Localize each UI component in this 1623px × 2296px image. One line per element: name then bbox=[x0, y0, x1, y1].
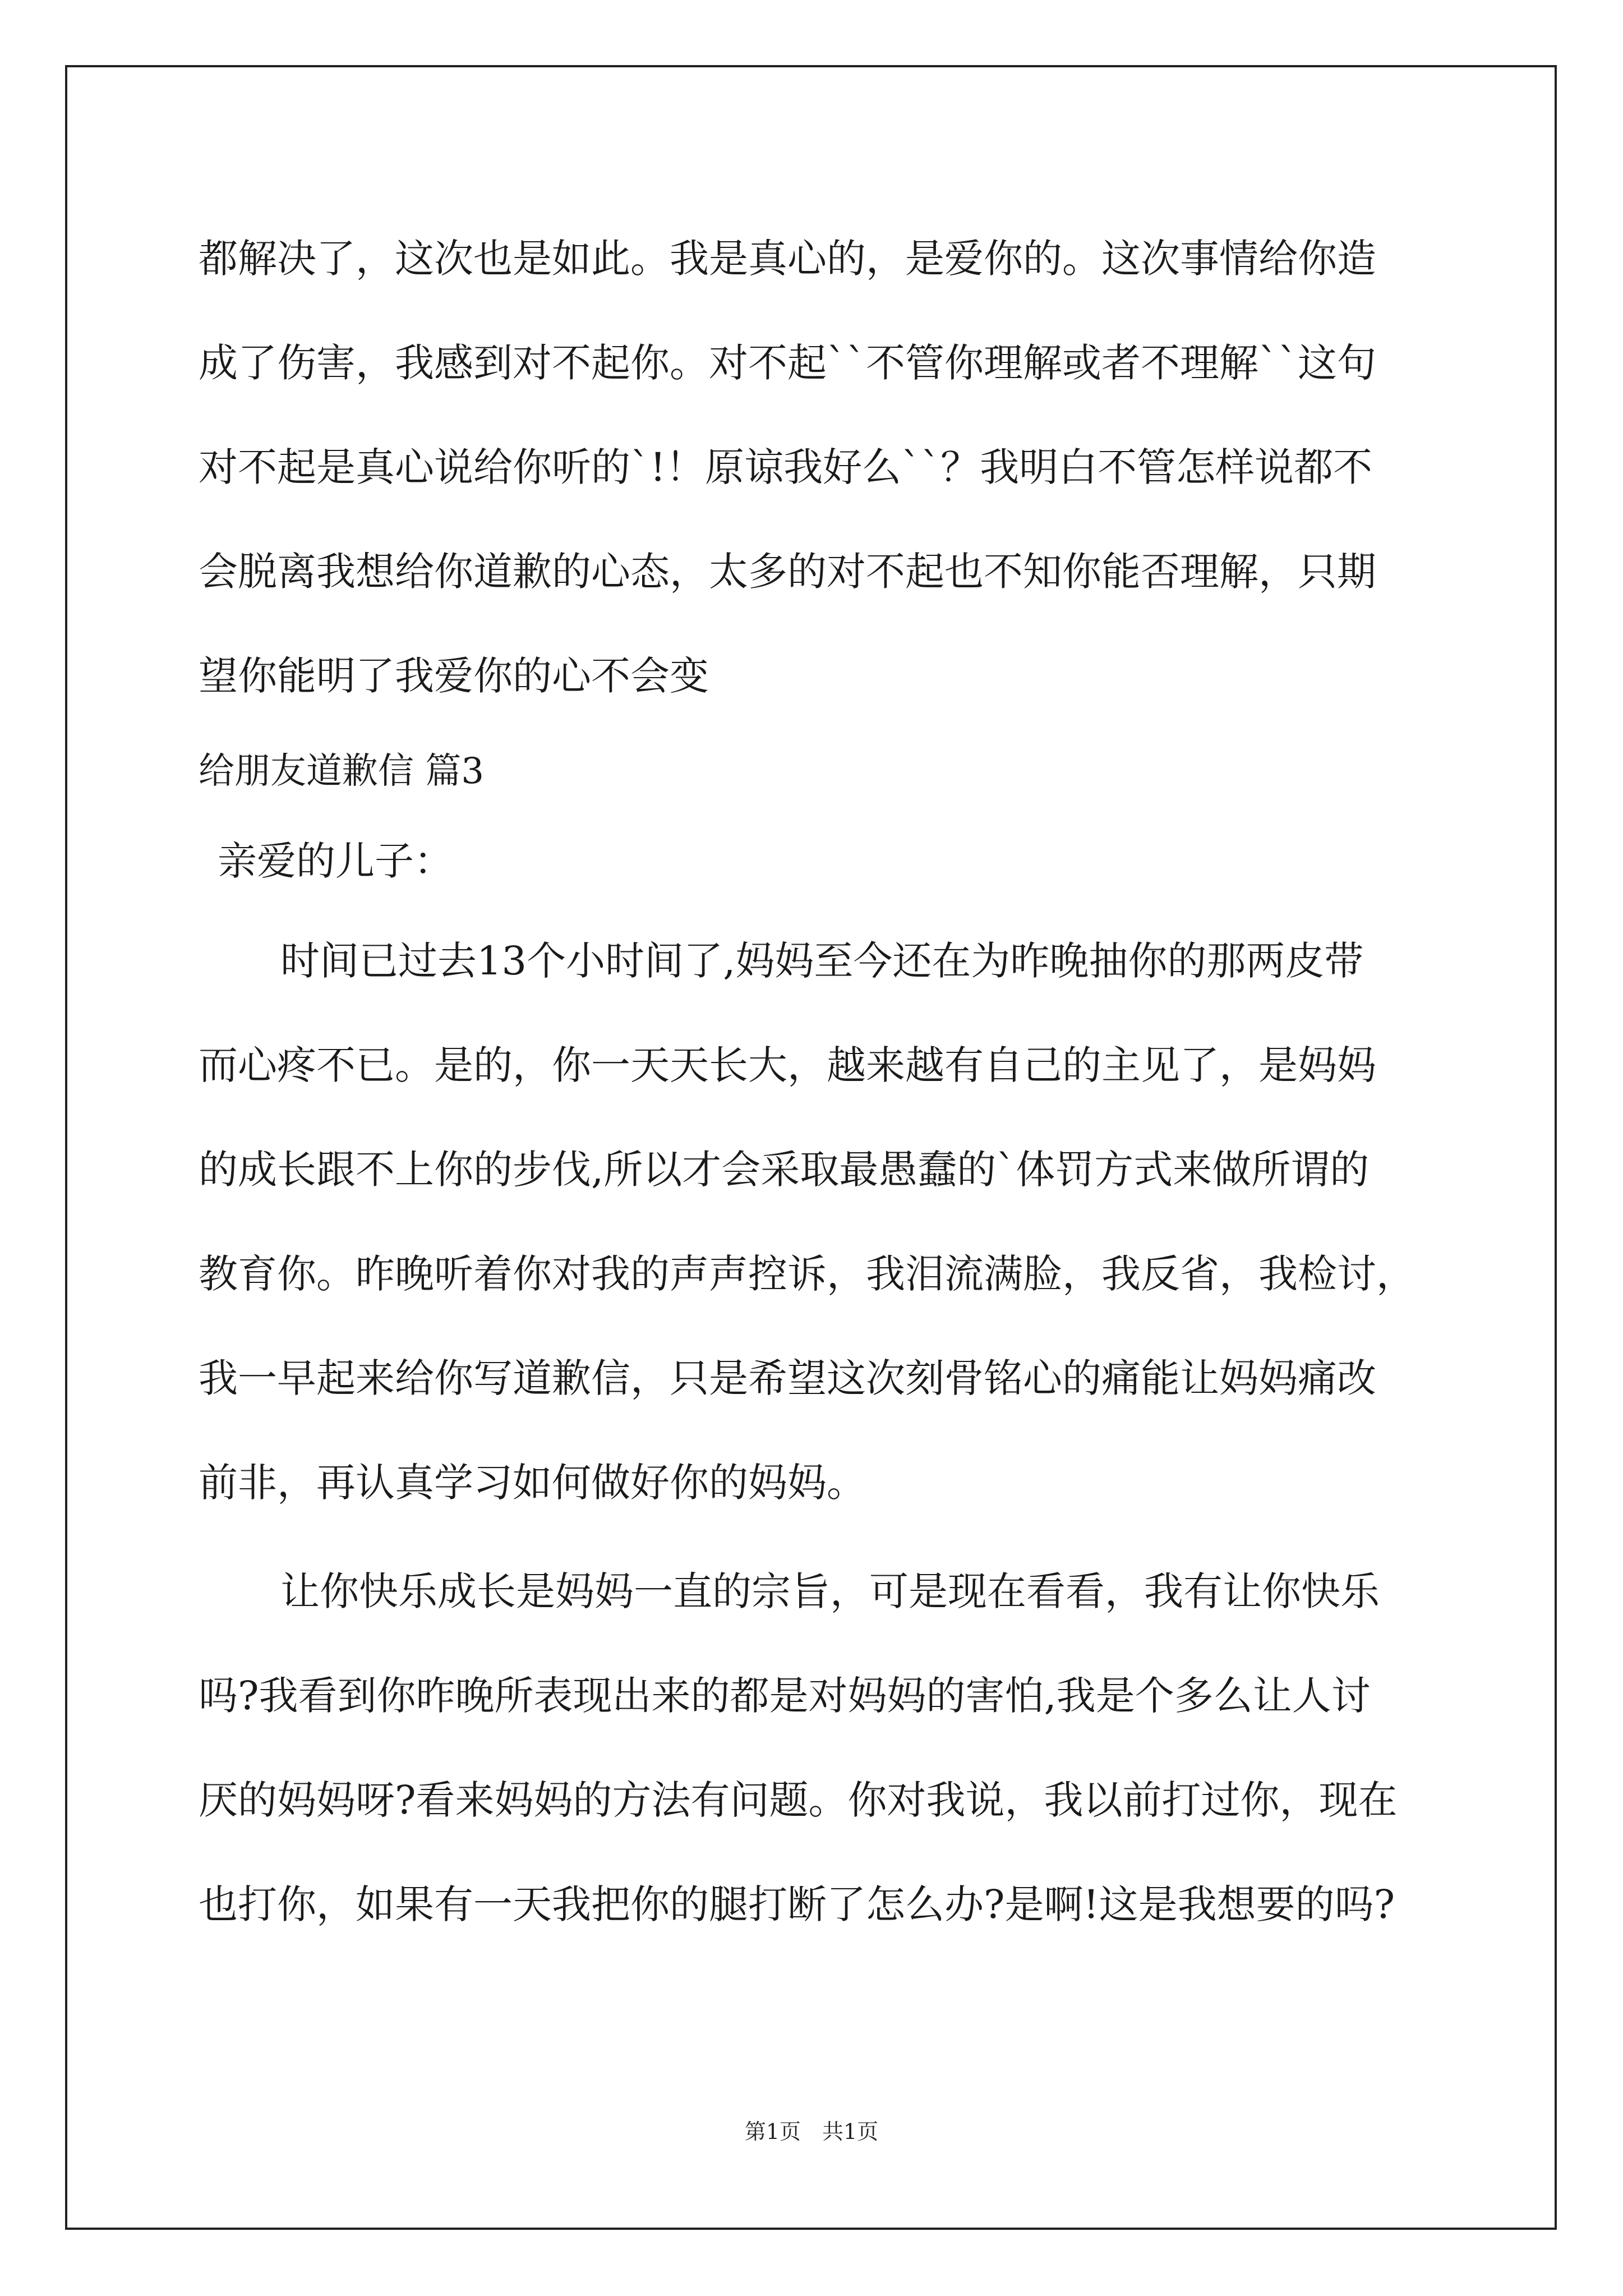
text-line: 我一早起来给你写道歉信，只是希望这次刻骨铭心的痛能让妈妈痛改 bbox=[199, 1355, 1376, 1401]
text-line: 成了伤害，我感到对不起你。对不起``不管你理解或者不理解``这句 bbox=[199, 340, 1376, 386]
document-body bbox=[199, 206, 1460, 1957]
paragraph-3 bbox=[199, 1539, 1460, 1957]
text-line: 都解决了，这次也是如此。我是真心的，是爱你的。这次事情给你造 bbox=[199, 236, 1376, 282]
text-line: 厌的妈妈呀?看来妈妈的方法有问题。你对我说，我以前打过你，现在 bbox=[199, 1777, 1398, 1823]
page-number-footer: 第1页 共1页 bbox=[744, 2119, 879, 2144]
text-line: 对不起是真心说给你听的`!！原谅我好么``？我明白不管怎样说都不 bbox=[199, 444, 1373, 490]
section-heading: 给朋友道歉信 篇3 bbox=[199, 751, 485, 792]
text-line: 让你快乐成长是妈妈一直的宗旨，可是现在看看，我有让你快乐 bbox=[280, 1568, 1380, 1614]
text-line: 的成长跟不上你的步伐,所以才会采取最愚蠢的`体罚方式来做所谓的 bbox=[199, 1147, 1370, 1193]
text-line: 前非，再认真学习如何做好你的妈妈。 bbox=[199, 1460, 866, 1506]
text-line: 教育你。昨晚听着你对我的声声控诉，我泪流满脸，我反省，我检讨， bbox=[199, 1251, 1415, 1297]
text-line: 而心疼不已。是的，你一天天长大，越来越有自己的主见了，是妈妈 bbox=[199, 1042, 1376, 1088]
paragraph-gap bbox=[199, 1535, 1460, 1539]
text-line: 吗?我看到你昨晚所表现出来的都是对妈妈的害怕,我是个多么让人讨 bbox=[199, 1673, 1371, 1719]
salutation: 亲爱的儿子： bbox=[218, 838, 453, 884]
text-line: 时间已过去13个小时间了,妈妈至今还在为昨晚抽你的那两皮带 bbox=[280, 938, 1364, 984]
paragraph-2 bbox=[199, 909, 1460, 1535]
text-line: 会脱离我想给你道歉的心态，太多的对不起也不知你能否理解，只期 bbox=[199, 549, 1376, 595]
text-line: 望你能明了我爱你的心不会变 bbox=[199, 653, 709, 699]
paragraph-continuation bbox=[199, 206, 1460, 728]
text-line: 也打你，如果有一天我把你的腿打断了怎么办?是啊!这是我想要的吗? bbox=[199, 1881, 1395, 1927]
